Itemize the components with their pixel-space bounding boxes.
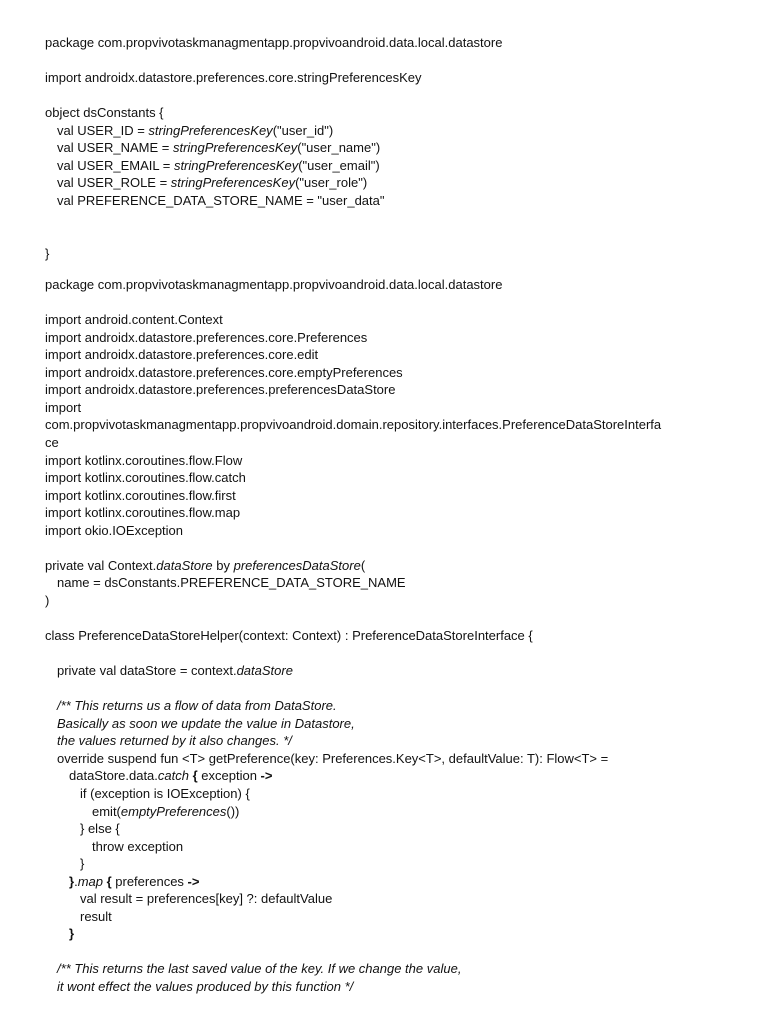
code-comment-line: it wont effect the values produced by this function */ [57, 978, 354, 994]
code-line-override-get-preference: override suspend fun <T> getPreference(key: Preferences.Key<T>, defaultValue: T): Flow<T> = [57, 750, 609, 766]
code-line-datastore-name: name = dsConstants.PREFERENCE_DATA_STORE_NAME [57, 575, 406, 591]
code-line-result-return: result [80, 908, 112, 924]
code-line-import: import androidx.datastore.preferences.preferencesDataStore [45, 382, 396, 398]
code-comment-line: the values returned by it also changes. */ [57, 733, 292, 749]
code-comment-line: /** This returns the last saved value of the key. If we change the value, [57, 961, 462, 977]
code-line-extension-close: ) [45, 592, 50, 608]
code-document [45, 34, 725, 996]
code-line-private-datastore: private val dataStore = context.dataStore [57, 663, 293, 679]
code-line-package: package com.propvivotaskmanagmentapp.propvivoandroid.data.local.datastore [45, 35, 503, 50]
code-line-import: import [45, 399, 82, 415]
code-comment-line: /** This returns us a flow of data from DataStore. [57, 698, 337, 714]
code-line-emit: emit(emptyPreferences()) [92, 803, 240, 819]
code-line-catch: dataStore.data.catch { exception -> [69, 768, 273, 784]
code-line-map: }.map { preferences -> [69, 873, 200, 889]
code-line-throw: throw exception [92, 838, 184, 854]
code-line-user-email: val USER_EMAIL = stringPreferencesKey("user_email") [57, 157, 380, 173]
code-line-close-if: } [80, 856, 85, 872]
code-line-package: package com.propvivotaskmanagmentapp.propvivoandroid.data.local.datastore [45, 277, 503, 293]
code-line-store-name: val PREFERENCE_DATA_STORE_NAME = "user_data" [57, 192, 385, 208]
code-line-import: import kotlinx.coroutines.flow.map [45, 505, 241, 521]
code-line-import: import androidx.datastore.preferences.core.edit [45, 347, 319, 363]
code-line-import: import kotlinx.coroutines.flow.first [45, 487, 236, 503]
code-line-if-ioexception: if (exception is IOException) { [80, 785, 250, 801]
code-line-result: val result = preferences[key] ?: defaultValue [80, 891, 333, 907]
code-line-else: } else { [80, 821, 120, 837]
code-line-import: import android.content.Context [45, 312, 223, 328]
code-comment-line: Basically as soon we update the value in Datastore, [57, 715, 355, 731]
code-line-import-wrapped: ce [45, 435, 59, 451]
code-line-object-close: } [45, 245, 50, 261]
code-line-import: import kotlinx.coroutines.flow.Flow [45, 452, 243, 468]
code-line-import: import kotlinx.coroutines.flow.catch [45, 470, 246, 486]
code-line-datastore-extension: private val Context.dataStore by preferencesDataStore( [45, 557, 366, 573]
code-line-object-open: object dsConstants { [45, 105, 164, 121]
code-line-map-end: } [69, 926, 75, 942]
code-line-import: import androidx.datastore.preferences.core.stringPreferencesKey [45, 70, 422, 86]
code-line-user-name: val USER_NAME = stringPreferencesKey("user_name") [57, 140, 381, 156]
code-line-import: import androidx.datastore.preferences.core.emptyPreferences [45, 364, 403, 380]
code-line-import: import okio.IOException [45, 522, 184, 538]
code-line-import: import androidx.datastore.preferences.core.Preferences [45, 329, 368, 345]
code-line-user-role: val USER_ROLE = stringPreferencesKey("user_role") [57, 175, 368, 191]
code-line-user-id: val USER_ID = stringPreferencesKey("user_id") [57, 122, 334, 138]
code-line-import-wrapped: com.propvivotaskmanagmentapp.propvivoandroid.domain.repository.interfaces.PreferenceDataStoreInterfa [45, 417, 662, 433]
code-line-class-declaration: class PreferenceDataStoreHelper(context: Context) : PreferenceDataStoreInterface { [45, 628, 533, 644]
